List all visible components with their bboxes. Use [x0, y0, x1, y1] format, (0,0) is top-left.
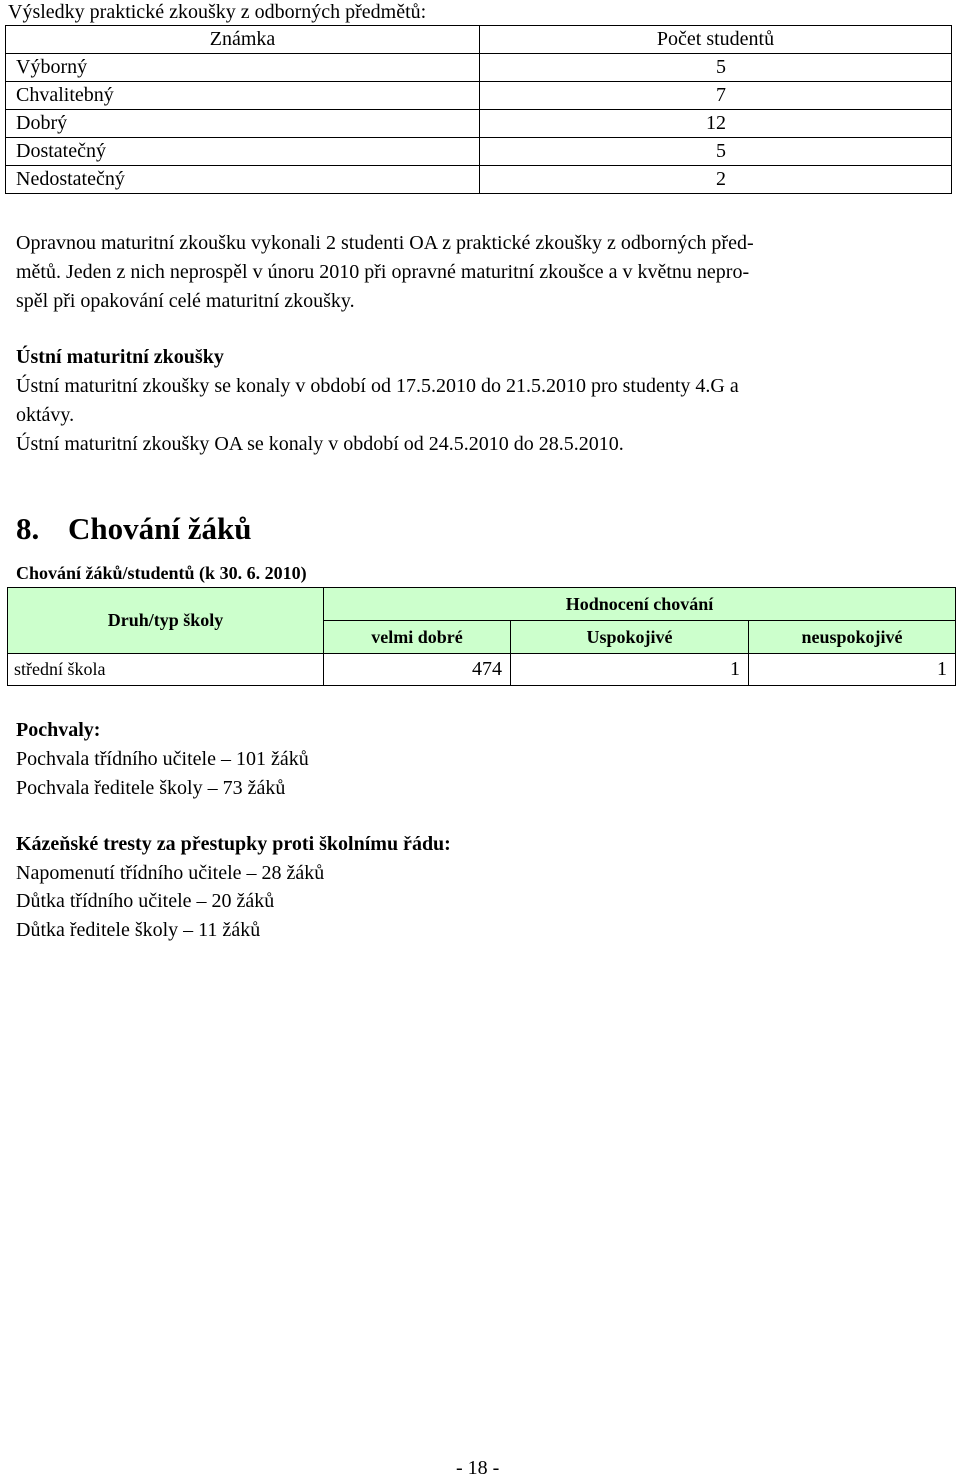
- count-column-header: Počet studentů: [480, 26, 952, 54]
- praise-line: Pochvala třídního učitele – 101 žáků: [16, 748, 309, 770]
- oral-exams-line: oktávy.: [16, 404, 75, 426]
- grade-cell: Nedostatečný: [6, 166, 480, 194]
- very-good-header: velmi dobré: [324, 621, 511, 654]
- section-title: Chování žáků: [68, 511, 252, 546]
- behaviour-table: [7, 587, 956, 686]
- penalties-line: Napomenutí třídního učitele – 28 žáků: [16, 862, 325, 884]
- grade-cell: Dostatečný: [6, 138, 480, 166]
- grade-cell: Výborný: [6, 54, 480, 82]
- grade-cell: Dobrý: [6, 110, 480, 138]
- count-cell: 7: [480, 82, 952, 110]
- count-cell: 5: [480, 138, 952, 166]
- table-header-row: [8, 588, 956, 621]
- unsatisfactory-header: neuspokojivé: [749, 621, 956, 654]
- praise-heading: Pochvaly:: [16, 719, 101, 741]
- penalties-line: Důtka třídního učitele – 20 žáků: [16, 890, 275, 912]
- satisfactory-cell: 1: [511, 654, 749, 686]
- repair-paragraph-line: mětů. Jeden z nich neprospěl v únoru 2010 při opravné maturitní zkoušce a v květnu nepro-: [16, 261, 750, 283]
- praise-line: Pochvala ředitele školy – 73 žáků: [16, 777, 286, 799]
- satisfactory-header: Uspokojivé: [511, 621, 749, 654]
- oral-exams-heading: Ústní maturitní zkoušky: [16, 346, 224, 368]
- oral-exams-line: Ústní maturitní zkoušky OA se konaly v období od 24.5.2010 do 28.5.2010.: [16, 433, 624, 455]
- table-row: [6, 82, 952, 110]
- repair-paragraph-line: Opravnou maturitní zkoušku vykonali 2 studenti OA z praktické zkoušky z odborných před-: [16, 232, 754, 254]
- school-type-cell: střední škola: [8, 654, 324, 686]
- page-number: - 18 -: [456, 1457, 500, 1479]
- penalties-heading: Kázeňské tresty za přestupky proti školnímu řádu:: [16, 833, 451, 855]
- behaviour-subtitle: Chování žáků/studentů (k 30. 6. 2010): [16, 563, 307, 583]
- behaviour-rating-header: Hodnocení chování: [324, 588, 956, 621]
- table-row: [6, 54, 952, 82]
- grades-title: Výsledky praktické zkoušky z odborných předmětů:: [8, 1, 427, 23]
- grades-table: [5, 25, 952, 194]
- school-type-header: Druh/typ školy: [8, 588, 324, 654]
- grade-column-header: Známka: [6, 26, 480, 54]
- repair-paragraph-line: spěl při opakování celé maturitní zkoušky.: [16, 290, 355, 312]
- table-row: [8, 654, 956, 686]
- unsatisfactory-cell: 1: [749, 654, 956, 686]
- table-header-row: [6, 26, 952, 54]
- count-cell: 5: [480, 54, 952, 82]
- oral-exams-line: Ústní maturitní zkoušky se konaly v období od 17.5.2010 do 21.5.2010 pro studenty 4.G a: [16, 375, 739, 397]
- grade-cell: Chvalitebný: [6, 82, 480, 110]
- count-cell: 2: [480, 166, 952, 194]
- section-number: 8.: [16, 511, 40, 546]
- very-good-cell: 474: [324, 654, 511, 686]
- table-row: [6, 110, 952, 138]
- penalties-line: Důtka ředitele školy – 11 žáků: [16, 919, 261, 941]
- table-row: [6, 138, 952, 166]
- table-row: [6, 166, 952, 194]
- count-cell: 12: [480, 110, 952, 138]
